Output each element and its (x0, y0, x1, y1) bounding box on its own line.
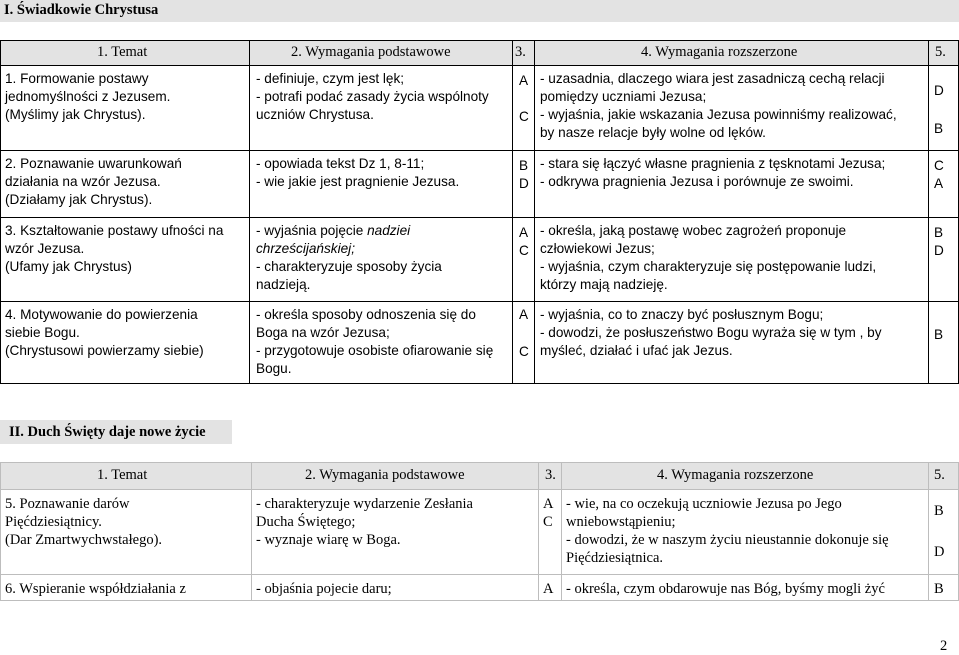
row1-level-ext-1: D (934, 83, 944, 98)
row3-topic: 3. Kształtowanie postawy ufności na wzór Jezusa. (Ufamy jak Chrystus) (5, 223, 224, 274)
table-border (251, 462, 252, 601)
row4-topic: 4. Motywowanie do powierzenia siebie Bogu. (Chrystusowi powierzamy siebie) (5, 307, 204, 358)
row6-basic: - objaśnia pojecie daru; (256, 581, 392, 597)
table-border (0, 462, 1, 601)
row5-level-ext-2: D (934, 544, 945, 560)
row3-basic: - wyjaśnia pojęcie nadziei chrześcijańskiej; - charakteryzuje sposoby życia nadzieją. (256, 223, 442, 292)
table-border (928, 40, 929, 384)
row5-extended: - wie, na co oczekują uczniowie Jezusa po Jego wniebowstąpieniu; - dowodzi, że w naszym życiu nieustannie dokonuje się Pięćdziesiątnica. (566, 496, 889, 566)
table-border (534, 40, 535, 384)
row5-level-basic-1: A (543, 496, 554, 512)
row4-extended: - wyjaśnia, co to znaczy być posłusznym Bogu; - dowodzi, że posłuszeństwo Bogu wyraża się w tym , by myśleć, działać i ufać jak Jezus. (540, 307, 882, 358)
row1-topic: 1. Formowanie postawy jednomyślności z Jezusem. (Myślimy jak Chrystus). (5, 71, 171, 122)
table-border (249, 40, 250, 384)
section1-header-topic: 1. Temat (97, 44, 148, 60)
row2-level-ext-1: C (934, 158, 944, 173)
section1-header-extended: 4. Wymagania rozszerzone (641, 44, 798, 60)
row1-level-basic-2: C (519, 109, 529, 124)
row1-extended: - uzasadnia, dlaczego wiara jest zasadniczą cechą relacji pomiędzy uczniami Jezusa; - wyjaśnia, jakie wskazania Jezusa powinniśmy realizować, by nasze relacje były wolne od lęków. (540, 71, 897, 140)
row3-level-basic-2: C (519, 243, 529, 258)
row3-level-ext-2: D (934, 243, 944, 258)
row6-topic: 6. Wspieranie współdziałania z (5, 581, 186, 597)
table-border (0, 574, 959, 575)
row5-level-ext-1: B (934, 503, 944, 519)
page-number: 2 (940, 638, 948, 654)
section1-header-basic: 2. Wymagania podstawowe (291, 44, 451, 60)
table-border (0, 150, 959, 151)
row5-level-basic-2: C (543, 514, 553, 530)
table-border (512, 40, 513, 384)
table-border (0, 383, 959, 384)
row1-basic: - definiuje, czym jest lęk; - potrafi podać zasady życia wspólnoty uczniów Chrystusa. (256, 71, 489, 122)
row2-level-basic-2: D (519, 176, 529, 191)
table-border (0, 40, 959, 41)
section2-header-level-ext: 5. (934, 467, 945, 483)
table-border (0, 462, 959, 463)
section2-title: II. Duch Święty daje nowe życie (9, 424, 206, 440)
row2-topic: 2. Poznawanie uwarunkowań działania na wzór Jezusa. (Działamy jak Chrystus). (5, 156, 182, 207)
row3-level-ext-1: B (934, 225, 944, 240)
row2-extended: - stara się łączyć własne pragnienia z tęsknotami Jezusa; - odkrywa pragnienia Jezusa i porównuje ze swoimi. (540, 156, 886, 189)
row4-level-ext-1: B (934, 327, 944, 342)
row2-level-basic-1: B (519, 158, 529, 173)
row4-basic: - określa sposoby odnoszenia się do Boga na wzór Jezusa; - przygotowuje osobiste ofiarowanie się Bogu. (256, 307, 494, 376)
table-border (0, 489, 959, 490)
row2-basic: - opowiada tekst Dz 1, 8-11; - wie jakie jest pragnienie Jezusa. (256, 156, 460, 189)
table-border (928, 462, 929, 601)
row2-level-ext-2: A (934, 176, 944, 191)
row3-extended: - określa, jaką postawę wobec zagrożeń proponuje człowiekowi Jezus; - wyjaśnia, czym charakteryzuje się postępowanie ludzi, którzy mają nadzieję. (540, 223, 877, 292)
row1-level-basic-1: A (519, 73, 529, 88)
table-border (0, 65, 959, 66)
row1-level-ext-2: B (934, 121, 944, 136)
section1-header-level-ext: 5. (935, 44, 946, 60)
section2-header-extended: 4. Wymagania rozszerzone (657, 467, 814, 483)
row5-basic: - charakteryzuje wydarzenie Zesłania Ducha Świętego; - wyznaje wiarę w Boga. (256, 496, 473, 548)
table-border (0, 217, 959, 218)
row6-level-basic-1: A (543, 581, 554, 597)
row3-level-basic-1: A (519, 225, 529, 240)
section1-title: I. Świadkowie Chrystusa (4, 2, 159, 18)
table-border (561, 462, 562, 601)
row5-topic: 5. Poznawanie darów Pięćdziesiątnicy. (Dar Zmartwychwstałego). (5, 496, 163, 548)
section2-header-basic: 2. Wymagania podstawowe (305, 467, 465, 483)
table-border (0, 301, 959, 302)
section2-header-level-basic: 3. (545, 467, 556, 483)
row4-level-basic-2: C (519, 344, 529, 359)
table-border (538, 462, 539, 601)
section1-header-level-basic: 3. (515, 44, 526, 60)
row6-level-ext-1: B (934, 581, 944, 597)
table-border (0, 40, 1, 384)
section2-header-topic: 1. Temat (97, 467, 148, 483)
table-border (0, 600, 959, 601)
row4-level-basic-1: A (519, 307, 529, 322)
row6-extended: - określa, czym obdarowuje nas Bóg, byśmy mogli żyć (566, 581, 885, 597)
